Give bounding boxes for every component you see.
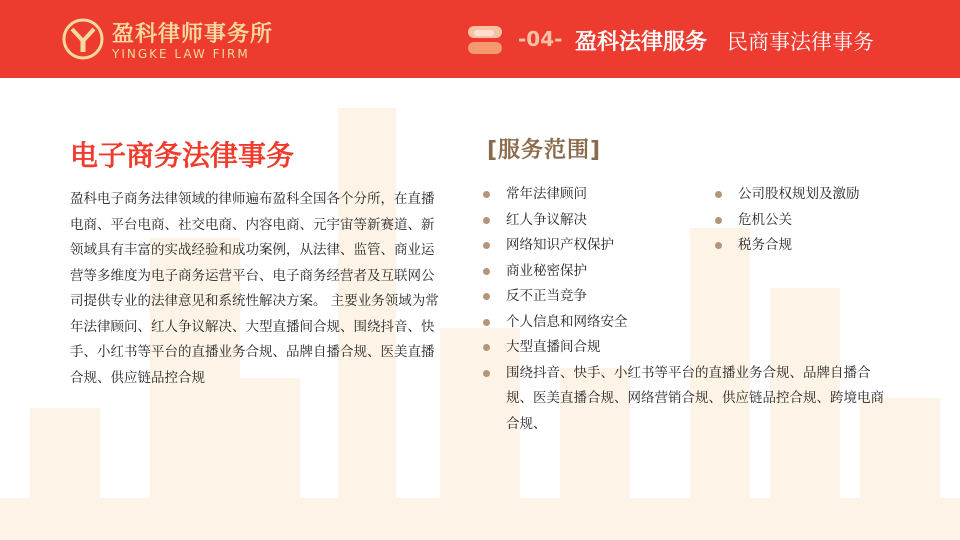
logo-chinese-name: 盈科律师事务所 — [112, 22, 274, 47]
section-title: 盈科法律服务 — [575, 30, 708, 55]
list-item: 商业秘密保护 — [483, 259, 893, 285]
section-number: -04- — [518, 27, 563, 51]
logo-english-name: YINGKE LAW FIRM — [112, 47, 250, 61]
list-item: 个人信息和网络安全 — [483, 310, 893, 336]
list-item: 公司股权规划及激励 — [715, 182, 915, 208]
list-item: 围绕抖音、快手、小红书等平台的直播业务合规、品牌自播合规、医美直播合规、网络营销合规、供应链品控合规、跨境电商合规、 — [483, 361, 893, 438]
section-subtitle: 民商事法律事务 — [727, 30, 874, 54]
service-range-title: [服务范围] — [487, 138, 602, 163]
list-item: 危机公关 — [715, 208, 915, 234]
list-item: 网络知识产权保护 — [483, 233, 893, 259]
ecommerce-description: 盈科电子商务法律领域的律师遍布盈科全国各个分所，在直播电商、平台电商、社交电商、内容电商、元宇宙等新赛道、新领域具有丰富的实战经验和成功案例，从法律、监管、商业运营等多维度为电子商务运营平台、电子商务经营者及互联网公司提供专业的法律意见和系统性解决方案。 主要业务领域为常年法律顾问、红人争议解决、大型直播间合规、围绕抖音、快手、小红书等平台的直播业务合规、品牌自播合规、医美直播合规、供应链品控合规 — [70, 191, 439, 386]
ecommerce-title: 电子商务法律事务 — [70, 139, 295, 172]
list-item: 大型直播间合规 — [483, 335, 893, 361]
list-item: 常年法律顾问 — [483, 182, 893, 208]
yingke-logo-icon — [62, 18, 104, 60]
list-item: 反不正当竞争 — [483, 284, 893, 310]
section-tag-icon — [468, 24, 502, 56]
service-list-col2 — [715, 182, 915, 259]
header-bar — [0, 0, 960, 78]
list-item: 税务合规 — [715, 233, 915, 259]
list-item: 红人争议解决 — [483, 208, 893, 234]
